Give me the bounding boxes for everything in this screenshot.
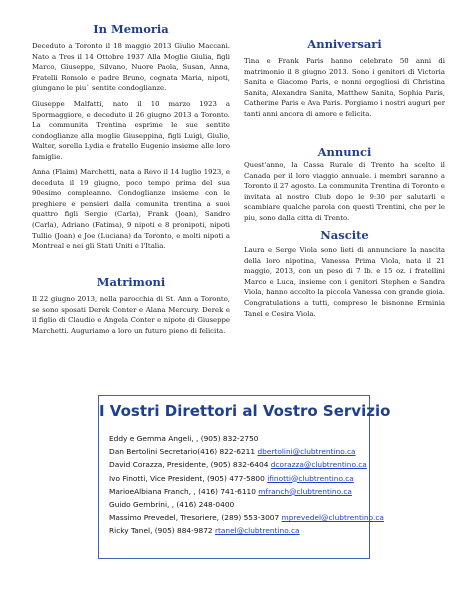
director-entry-tanel: Ricky Tanel, (905) 884-9872 rtanel@clubtrentino.ca	[109, 526, 300, 536]
directors-title: I Vostri Direttori al Vostro Servizio	[99, 402, 391, 420]
in-memoria-heading: In Memoria	[93, 22, 169, 36]
obituary-malfatti: Giuseppe Malfatti, nato il 10 marzo 1923 a Spormaggiore, e deceduto il 26 giugno 2013 a Toronto. La communita Trentina esprime le sue sentite condoglianze alla moglie Giuseppina, figli Luigi, Giulio, Walter, sorella Lydia e fratello Eugenio insieme alle loro famiglie.	[32, 100, 230, 161]
nascite-heading: Nascite	[320, 228, 369, 242]
nascite-text: Laura e Serge Viola sono lieti di annunciare la nascita della loro nipotina, Vanessa Prima Viola, nata il 21 maggio, 2013, con un peso di 7 lb. e 15 oz. i fratellini Marco e Luca, insieme con i genitori Stephen e Sandra Viola, hanno accolto la piccola Vanessa con grande gioia. Congratulations a tutti, compreso le bisnonne Erminia Tanel e Cesira Viola.	[244, 246, 445, 318]
director-entry-angeli: Eddy e Gemma Angeli, , (905) 832-2750	[109, 434, 259, 443]
email-link-tanel[interactable]: rtanel@clubtrentino.ca	[214, 526, 300, 536]
director-entry-franch: MarioeAlbiana Franch, , (416) 741-6110 mfranch@clubtrentino.ca	[109, 486, 352, 496]
anniversari-heading: Anniversari	[307, 37, 382, 51]
obituary-maccani: Deceduto a Toronto il 18 maggio 2013 Giulio Maccani. Nato a Tres il 14 Ottobre 1937 Alla Moglie Giulia, figli Marco, Giuseppe, Silvano, Nuore Paola, Susan, Anna, Fratelli Romolo e padre Bruno, cognata Maria, nipoti, giungano le piu` sentite condoglianze.	[32, 42, 230, 93]
email-link-corazza[interactable]: dcorazza@clubtrentino.ca	[270, 460, 367, 470]
annunci-heading: Annunci	[317, 145, 372, 159]
email-link-franch[interactable]: mfranch@clubtrentino.ca	[258, 486, 352, 496]
director-entry-finotti: Ivo Finotti, Vice President, (905) 477-5800 ifinotti@clubtrentino.ca	[109, 473, 354, 483]
anniversari-text: Tina e Frank Paris hanno celebrato 50 anni di matrimonio il 8 giugno 2013. Sono i genitori di Victoria Sanita e Giacomo Paris, e nonni orgogliosi di Christina Sanita, Alexandra Sanita, Matthew Sanita, Sophia Paris, Catherine Paris e Ava Paris. Porgiamo i nostri auguri per tanti anni ancora di amore e felicita.	[244, 57, 445, 118]
director-entry-prevedel: Massimo Prevedel, Tresoriere, (289) 553-3007 mprevedel@clubtrentino.ca	[109, 513, 384, 523]
director-entry-gembrini: Guido Gembrini, , (416) 248-0400	[109, 499, 235, 509]
obituary-marchetti: Anna (Flaim) Marchetti, nata a Revo il 14 luglio 1923, e deceduta il 19 giugno, poco tempo prima del sua 90esimo compleanno. Condoglianze insieme con le preghiere e pensieri dalla comunita trentina a suoi quattro figli Sergio (Carla), Frank (Joan), Sandro (Carla), Adriano (Fatima), 9 nipoti e 8 pronipoti, nipoti Tullio (Joan) e Joe (Luciana) da Toronto, e molti nipoti a Montreal e nei gli Stati Uniti e l'Italia.	[32, 168, 230, 251]
email-link-finotti[interactable]: ifinotti@clubtrentino.ca	[267, 473, 354, 483]
director-entry-bertolini: Dan Bertolini Secretario(416) 822-6211 dbertolini@clubtrentino.ca	[109, 447, 356, 457]
director-entry-corazza: David Corazza, Presidente, (905) 832-6404 dcorazza@clubtrentino.ca	[109, 460, 367, 470]
matrimoni-text: Il 22 giugno 2013, nella parocchia di St. Ann a Toronto, se sono sposati Derek Conter e Alana Mercury. Derek e il figlio di Claudio e Angela Conter e nipote di Giuseppe Marchetti. Auguriamo a loro un futuro pieno di felicita.	[32, 295, 230, 335]
matrimoni-heading: Matrimoni	[96, 275, 166, 289]
email-link-prevedel[interactable]: mprevedel@clubtrentino.ca	[281, 513, 384, 523]
annunci-text: Quest'anno, la Cassa Rurale di Trento ha scelto il Canada per il loro viaggio annuale. i membri saranno a Toronto il 27 agosto. La communita Trentina di Toronto e invitata al nostro Club dopo le 9:30 per salutarli e scambiare qualche parola con questi Trentini, che per le piu, sono dalla citta di Trento.	[244, 161, 445, 222]
directors-box	[98, 395, 391, 559]
email-link-bertolini[interactable]: dbertolini@clubtrentino.ca	[257, 447, 356, 457]
directors-list	[109, 432, 384, 538]
